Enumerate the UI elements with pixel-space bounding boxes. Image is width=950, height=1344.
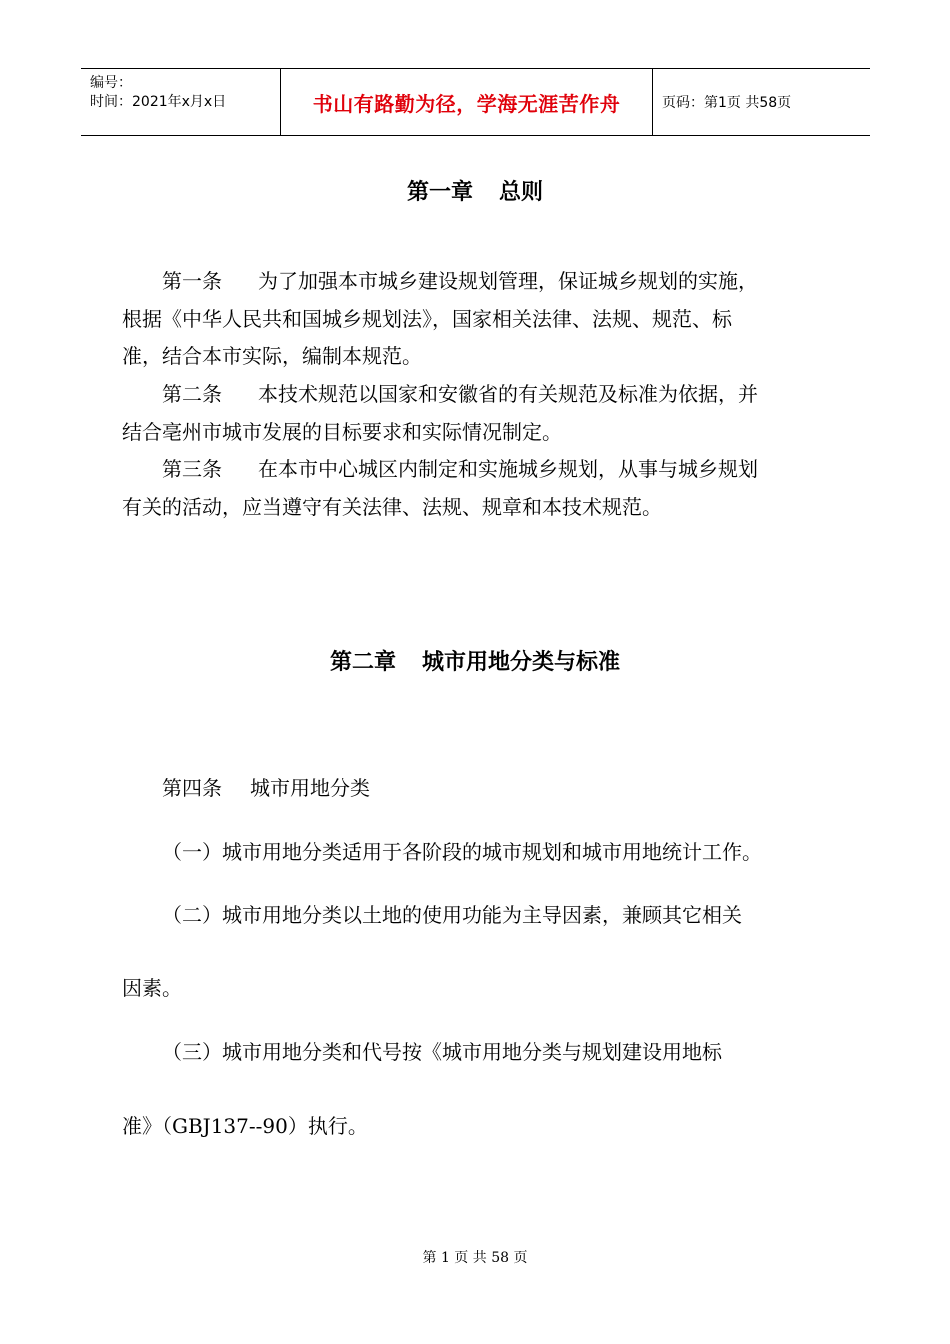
page-info: 页码：第1页 共58页 bbox=[662, 95, 792, 111]
article-2-label: 第二条 bbox=[162, 382, 222, 406]
article-3-label: 第三条 bbox=[162, 457, 222, 481]
chapter-1-title bbox=[0, 175, 950, 206]
article-1 bbox=[122, 263, 822, 376]
chapter-2-title bbox=[0, 645, 950, 676]
header-page-cell bbox=[653, 69, 870, 135]
article-3 bbox=[122, 451, 822, 526]
article-1-line-3: 准，结合本市实际，编制本规范。 bbox=[122, 344, 422, 368]
article-1-label: 第一条 bbox=[162, 269, 222, 293]
header-motto-cell bbox=[281, 69, 653, 135]
article-1-line-1: 为了加强本市城乡建设规划管理，保证城乡规划的实施， bbox=[258, 269, 758, 293]
item-2-line-1: （二）城市用地分类以土地的使用功能为主导因素，兼顾其它相关 bbox=[162, 903, 742, 927]
page-header bbox=[81, 68, 870, 136]
article-3-line-2: 有关的活动，应当遵守有关法律、法规、规章和本技术规范。 bbox=[122, 494, 662, 519]
article-2-line-1: 本技术规范以国家和安徽省的有关规范及标准为依据，并 bbox=[258, 382, 758, 406]
page-footer: 第 1 页 共 58 页 bbox=[422, 1250, 528, 1266]
article-4-heading bbox=[162, 772, 370, 801]
article-4-label: 第四条 bbox=[162, 776, 222, 800]
header-meta-cell bbox=[81, 69, 281, 135]
time-label: 时间：2021年x月x日 bbox=[90, 94, 227, 110]
chapter-1-number: 第一章 bbox=[406, 180, 473, 205]
item-3-line-2: 准》（GBJ137--90）执行。 bbox=[122, 1114, 368, 1138]
motto-text: 书山有路勤为径，学海无涯苦作舟 bbox=[312, 91, 621, 116]
number-label: 编号： bbox=[90, 75, 132, 91]
article-3-line-1: 在本市中心城区内制定和实施城乡规划，从事与城乡规划 bbox=[258, 457, 758, 481]
article-2-line-2: 结合亳州市城市发展的目标要求和实际情况制定。 bbox=[122, 419, 562, 444]
item-2-line-2: 因素。 bbox=[122, 976, 182, 1000]
article-4-title: 城市用地分类 bbox=[250, 776, 370, 800]
chapter-2-number: 第二章 bbox=[329, 650, 396, 675]
article-1-line-2: 根据《中华人民共和国城乡规划法》，国家相关法律、法规、规范、标 bbox=[122, 306, 732, 331]
chapter-2-name: 城市用地分类与标准 bbox=[422, 650, 621, 675]
item-3-line-1: （三）城市用地分类和代号按《城市用地分类与规划建设用地标 bbox=[162, 1040, 722, 1064]
article-2 bbox=[122, 376, 822, 451]
item-1: （一）城市用地分类适用于各阶段的城市规划和城市用地统计工作。 bbox=[162, 840, 762, 864]
chapter-1-name: 总则 bbox=[499, 180, 544, 205]
